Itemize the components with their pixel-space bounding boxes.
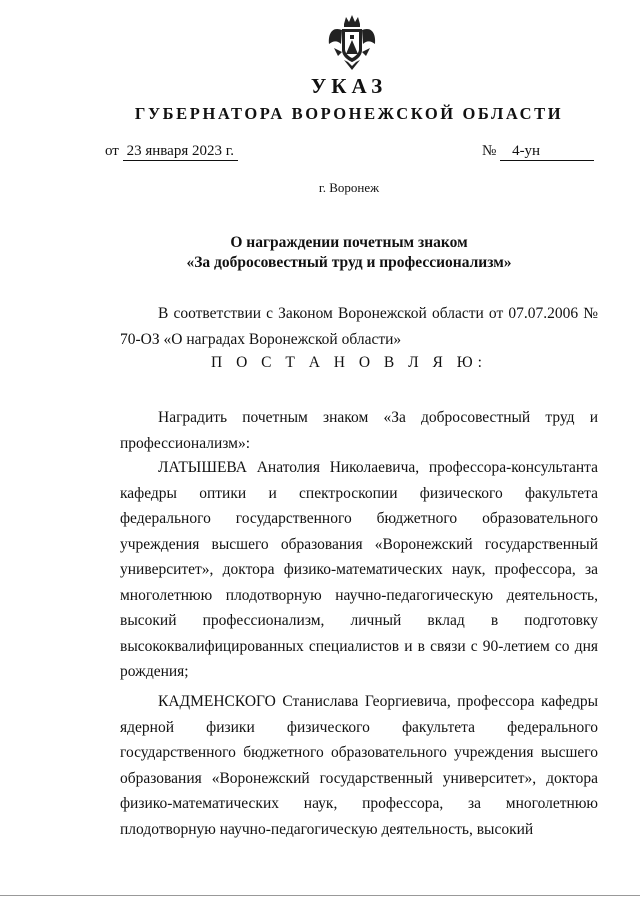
number-prefix: № bbox=[482, 143, 497, 159]
decree-heading: П О С Т А Н О В Л Я Ю: bbox=[211, 354, 487, 371]
award-text: Наградить почетным знаком «За добросовестный труд и профессионализм»: bbox=[120, 409, 598, 452]
number-line bbox=[482, 143, 594, 161]
basis-text: В соответствии с Законом Воронежской области от 07.07.2006 № 70-ОЗ «О наградах Воронежской области» bbox=[120, 305, 598, 348]
document-subtitle: ГУБЕРНАТОРА ВОРОНЕЖСКОЙ ОБЛАСТИ bbox=[134, 104, 564, 123]
subject-line-1: О награждении почетным знаком bbox=[230, 234, 468, 251]
voronezh-coat-of-arms-icon bbox=[326, 14, 378, 72]
city-label: г. Воронеж bbox=[318, 180, 380, 195]
document-number: 4-ун bbox=[500, 143, 594, 161]
date-prefix: от bbox=[105, 143, 119, 159]
page-bottom-divider bbox=[0, 895, 640, 896]
awardee-text-2: КАДМЕНСКОГО Станислава Георгиевича, профессора кафедры ядерной физики физического факультета федерального государственного бюджетного образовательного учреждения высшего образования «Воронежский государственный университет», доктора физико-математических наук, профессора, за многолетнюю плодотворную научно-педагогическую деятельность, высокий bbox=[120, 693, 598, 838]
award-paragraph bbox=[120, 405, 598, 456]
date-line bbox=[105, 143, 238, 161]
subject-line-2: «За добросовестный труд и профессионализм» bbox=[186, 254, 512, 271]
document-date: 23 января 2023 г. bbox=[123, 143, 238, 161]
awardee-paragraph-1 bbox=[120, 455, 598, 685]
awardee-paragraph-2 bbox=[120, 689, 598, 842]
awardee-text-1: ЛАТЫШЕВА Анатолия Николаевича, профессора-консультанта кафедры оптики и спектроскопии физического факультета федерального государственного бюджетного образовательного учреждения высшего образования «Воронежский государственный университет», доктора физико-математических наук, профессора, за многолетнюю плодотворную научно-педагогическую деятельность, высокий профессионализм, личный вклад в подготовку высококвалифицированных специалистов и в связи с 90-летием со дня рождения; bbox=[120, 459, 598, 680]
basis-paragraph bbox=[120, 301, 598, 352]
document-title: УКАЗ bbox=[310, 74, 388, 98]
document-subject bbox=[0, 233, 640, 273]
